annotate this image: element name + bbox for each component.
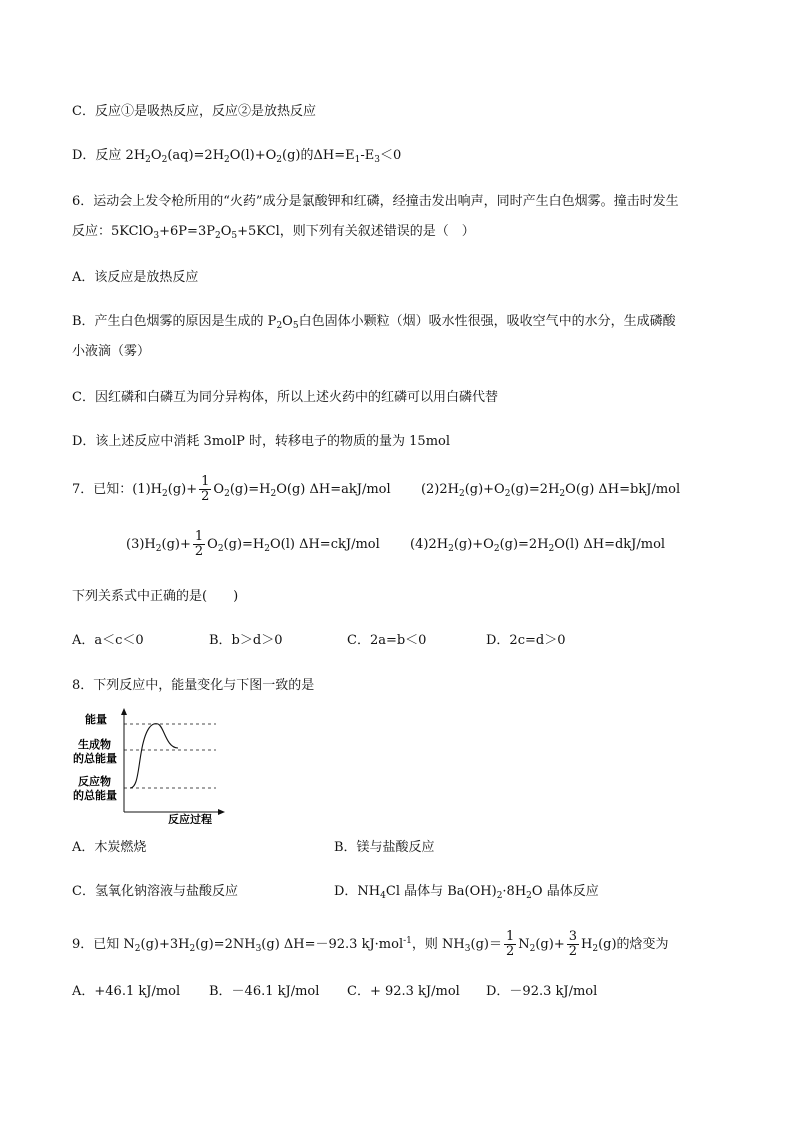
reactant-label-2: 的总能量 [73, 789, 117, 802]
energy-curve [130, 724, 178, 788]
energy-diagram [70, 708, 230, 824]
q6-stem-line2: 反应：$5KClO_3+6P=3P_2O_5+5KCl$，则下列有关叙述错误的是（ ） [72, 224, 475, 241]
q8-option-c: C．氢氧化钠溶液与盐酸反应 [72, 884, 238, 899]
q7-option-a: A．a＜c＜0 [72, 633, 144, 648]
q9-option-a: A．+46.1 kJ/mol [72, 984, 181, 999]
q8-option-b: B．镁与盐酸反应 [334, 840, 435, 855]
q9-stem: 9．已知 $N_2(g)+3H_2(g)=2NH_3(g)$ ΔH=－92.3 kJ·mol$^{-1}$，则 $NH_3(g)=$ $\frac{1}{2}$ $N_2(g)+$ $\frac{3}{2}$ $H_2(g)$的焓变为 [72, 929, 669, 959]
q7-ask: 下列关系式中正确的是( ) [72, 589, 239, 604]
y-axis-arrow [121, 708, 127, 715]
q7-option-b: B．b＞d＞0 [209, 633, 283, 648]
q7-option-d: D．2c=d＞0 [486, 633, 566, 648]
q7-reaction-line1: 7．已知：$(1)H_2(g)+$ $\frac{1}{2}$ $O_2(g)=H_2O(g)$ ΔH=akJ/mol $(2)2H_2(g)+O_2(g)=2H_2O(g)$ ΔH=bkJ/mol [72, 474, 681, 504]
q5-option-d: D．反应 $2H_2O_2(aq)=2H_2O(l)+O_2(g)$的$\Delta H=E_1-E_3<0$ [72, 148, 402, 165]
q8-option-d: D．$NH_4Cl$ 晶体与 $Ba(OH)_2\cdot 8H_2O$ 晶体反应 [334, 884, 599, 901]
q6-stem-line1: 6．运动会上发令枪所用的“火药”成分是氯酸钾和红磷，经撞击发出响声，同时产生白色烟雾。撞击时发生 [72, 194, 679, 209]
q6-option-a: A．该反应是放热反应 [72, 270, 199, 285]
fraction: $\frac{1}{2}$ [194, 529, 204, 559]
q6-option-d: D．该上述反应中消耗 3molP 时，转移电子的物质的量为 15mol [72, 434, 451, 449]
y-axis-label: 能量 [85, 713, 107, 726]
fraction: $\frac{1}{2}$ [505, 929, 515, 959]
product-label-2: 的总能量 [73, 752, 117, 765]
reactant-label-1: 反应物 [78, 775, 111, 788]
q6-option-b-line2: 小液滴（雾） [72, 344, 151, 359]
q9-option-d: D．－92.3 kJ/mol [486, 984, 598, 999]
q5-option-c: C．反应①是吸热反应，反应②是放热反应 [72, 104, 316, 119]
q9-option-b: B．－46.1 kJ/mol [209, 984, 320, 999]
fraction: $\frac{1}{2}$ [201, 474, 210, 504]
x-axis-arrow [218, 809, 225, 815]
q7-reaction-line2: $(3)H_2(g)+$ $\frac{1}{2}$ $O_2(g)=H_2O(l)$ ΔH=ckJ/mol $(4)2H_2(g)+O_2(g)=2H_2O(l)$ ΔH=dkJ/mol [126, 529, 666, 559]
q6-option-b-line1: B．产生白色烟雾的原因是生成的 $P_2O_5$白色固体小颗粒（烟）吸水性很强，吸收空气中的水分，生成磷酸 [72, 314, 676, 331]
q8-option-a: A．木炭燃烧 [72, 840, 147, 855]
product-label-1: 生成物 [78, 738, 111, 751]
q6-option-c: C．因红磷和白磷互为同分异构体，所以上述火药中的红磷可以用白磷代替 [72, 390, 498, 405]
fraction: $\frac{3}{2}$ [568, 929, 577, 959]
q7-option-c: C．2a=b＜0 [347, 633, 427, 648]
x-axis-label: 反应过程 [168, 813, 212, 824]
q8-stem: 8．下列反应中，能量变化与下图一致的是 [72, 678, 315, 693]
q9-option-c: C．+ 92.3 kJ/mol [347, 984, 460, 999]
